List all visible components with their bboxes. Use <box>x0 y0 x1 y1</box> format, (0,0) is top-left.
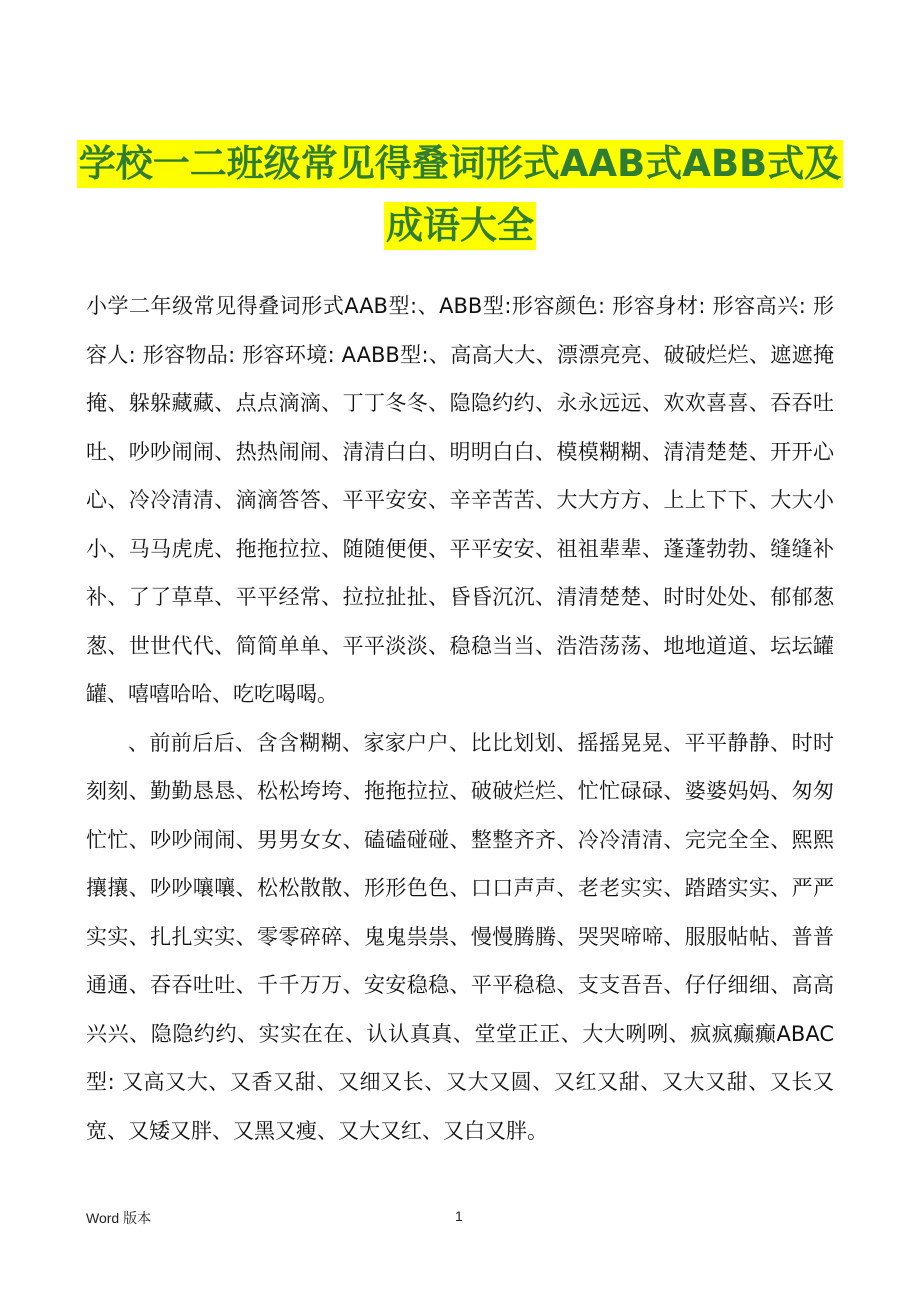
document-title <box>60 140 860 258</box>
document-body <box>86 282 834 1155</box>
title-line-2: 成语大全 <box>384 202 536 250</box>
body-paragraph-2: 、前前后后、含含糊糊、家家户户、比比划划、摇摇晃晃、平平静静、时时刻刻、勤勤恳恳、松松垮垮、拖拖拉拉、破破烂烂、忙忙碌碌、婆婆妈妈、匆匆忙忙、吵吵闹闹、男男女女、磕磕碰碰、整整齐齐、冷冷清清、完完全全、熙熙攘攘、吵吵嚷嚷、松松散散、形形色色、口口声声、老老实实、踏踏实实、严严实实、扎扎实实、零零碎碎、鬼鬼祟祟、慢慢腾腾、哭哭啼啼、服服帖帖、普普通通、吞吞吐吐、千千万万、安安稳稳、平平稳稳、支支吾吾、仔仔细细、高高兴兴、隐隐约约、实实在在、认认真真、堂堂正正、大大咧咧、疯疯癫癫ABAC型: 又高又大、又香又甜、又细又长、又大又圆、又红又甜、又大又甜、又长又宽、又矮又胖、又黑又瘦、又大又红、又白又胖。 <box>86 730 834 1143</box>
footer-page-number: 1 <box>455 1208 463 1224</box>
footer-label: Word 版本 <box>86 1210 152 1226</box>
body-paragraph-1: 小学二年级常见得叠词形式AAB型:、ABB型:形容颜色: 形容身材: 形容高兴: 形容人: 形容物品: 形容环境: AABB型:、高高大大、漂漂亮亮、破破烂烂、遮遮掩掩、躲躲藏藏、点点滴滴、丁丁冬冬、隐隐约约、永永远远、欢欢喜喜、吞吞吐吐、吵吵闹闹、热热闹闹、清清白白、明明白白、模模糊糊、清清楚楚、开开心心、冷冷清清、滴滴答答、平平安安、辛辛苦苦、大大方方、上上下下、大大小小、马马虎虎、拖拖拉拉、随随便便、平平安安、祖祖辈辈、蓬蓬勃勃、缝缝补补、了了草草、平平经常、拉拉扯扯、昏昏沉沉、清清楚楚、时时处处、郁郁葱葱、世世代代、简简单单、平平淡淡、稳稳当当、浩浩荡荡、地地道道、坛坛罐罐、嘻嘻哈哈、吃吃喝喝。 <box>86 294 834 706</box>
title-line-1: 学校一二班级常见得叠词形式AAB式ABB式及 <box>77 140 844 188</box>
